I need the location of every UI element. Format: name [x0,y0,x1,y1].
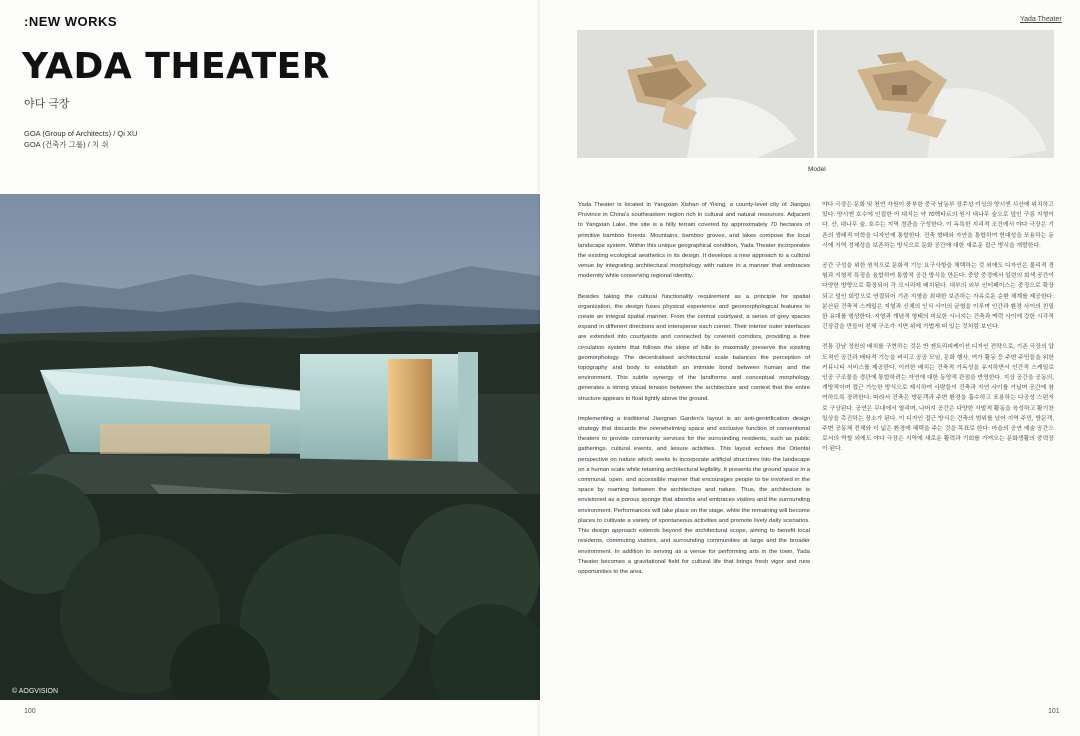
model-photo-aerial [577,30,814,158]
article-title: YADA THEATER [22,46,330,87]
credit-line-english: GOA (Group of Architects) / Qi XU [24,129,138,138]
hero-photo-theater-dusk [0,194,540,700]
korean-paragraph: 공간 구성을 위한 원칙으로 문화적 기능 요구사항을 채택하는 것 외에도 디자인은 물리적 경험과 지형적 특징을 융합하여 통합적 공간 방식을 만든다. 중앙 중정에서 일련의 회색 공간이 다양한 방향으로 확장되어 각 모서리에 배치된다. 내부의 외부 인터페이스는 중정으로 확장되고 덮인 회랑으로 연결되어 기존 지형을 최대한 보존하는 자유로운 순환 체계를 제공한다. 분산된 건축적 스케일은 지형과 신체의 인식 사이의 균형을 이루며 인간과 환경 사이의 친밀한 유대를 형성한다. 지형과 개념적 형태의 미묘한 시너지는 건축과 맥락 사이에 강한 시각적 긴장감을 만들어 전체 구조가 지면 위에 가볍게 떠 있는 것처럼 보인다. [822,263,1054,331]
korean-paragraph: 전통 강남 정원의 배치를 구현하는 것은 반 젠트리피케이션 디자인 전략으로, 기존 극장의 압도적인 공간과 배타적 기능을 버리고 공공 모임, 문화 행사, 여가 활동 등 주변 주민들을 위한 커뮤니티 서비스를 제공한다. 이러한 배치는 건축적 가독성을 유지하면서 인간적 스케일로 인공 구조물을 경관에 통합하려는 자연에 대한 동양적 관점을 반영한다. 지상 공간을 공동의, 개방적이며 접근 가능한 방식으로 제시하여 사람들이 건축과 자연 사이를 거닐며 공간에 참여하도록 장려한다. 따라서 건축은 방문객과 주변 환경을 흡수하고 포용하는 다공성 스펀지로 구상된다. 공연은 무대에서 열리며, 나머지 공간은 다양한 자발적 활동을 육성하고 활기찬 일상을 촉진하는 장소가 된다. 이 디자인 접근 방식은 건축의 범위를 넘어 지역 주민, 방문객, 주변 공동체 전체와 더 넓은 환경에 혜택을 주는 것을 목표로 한다. 마을의 공연 예술 공간으로서의 역할 외에도 야다 극장은 지역에 새로운 활력과 기회를 가져오는 문화생활의 중력장이 된다. [822,344,1054,453]
page-number-left: 100 [24,708,36,715]
section-label: :NEW WORKS [24,14,118,29]
model-caption: Model [808,166,826,173]
korean-paragraph: 야다 극장은 문화 및 천연 자원이 풍부한 중국 남동부 장쑤성 이싱의 양시엔 시산에 위치하고 있다. 양시엔 호수에 인접한 이 대지는 약 70헥타르의 원시 대나무 숲으로 덮인 구릉 지형이다. 산, 대나무 숲, 호수는 지역 경관을 구성한다. 이 독특한 지리적 조건에서 야다 극장은 기존의 생태적 미학을 디자인에 통합한다. 건축 형태와 자연을 통합하여 현대성을 포용하는 동시에 지역 정체성을 보존하는 방식으로 문화 공간에 대한 새로운 접근 방식을 개발한다. [822,202,1054,249]
english-text-column [578,200,810,587]
photo-credit: © AOGVISION [12,688,59,695]
english-paragraph: Yada Theater is located in Yangxian Xishan of Yixing, a county-level city of Jiangsu Province in China's southeastern region rich in cultural and natural resources. Adjacent to Yangxian Lake, the site is a hilly terrain covered by approximately 70 hectares of primitive bamboo forests. Mountains, bamboo groves, and lakes compose the local landscape system. Within this unique geographical condition, Yada Theater incorporates the existing ecological aesthetics in its design. It develops a new approach to a cultural venue by integrating architectural morphology with nature in a manner that embraces modernity while conserving regional identity. [578,202,810,280]
architect-credits [24,128,137,150]
model-photo-layout [817,30,1054,158]
english-paragraph: Implementing a traditional Jiangnan Garden's layout is an anti-gentrification design strategy that discards the overwhelming space and exclusive function of conventional theaters to provide community services for the surrounding residents, such as public gatherings, cultural events, and leisure activities. This layout echoes the Oriental perspective on nature which seeks to incorporate artificial structures into the landscape on a human scale while retaining architectural legibility. It presents the ground space in a communal, open, and accessible manner that encourages people to be involved in the space by roaming between the architecture and nature. Thus, the architecture is envisioned as a porous sponge that absorbs and embraces visitors and the surrounding environment. Performances will take place on the stage, while the remaining will become places to cultivate a variety of spontaneous activities and promote lively daily scenarios. This design approach extends beyond the architectural scope, aiming to benefit local residents, commuting visitors, and surrounding communities at large and the broader environment. In addition to serving as a venue for performing arts in the town, Yada Theater becomes a gravitational field for cultural life that brings fresh vigor and new opportunities to the area. [578,415,810,575]
page-number-right: 101 [1048,708,1060,715]
korean-text-column [822,200,1054,465]
english-paragraph: Besides taking the cultural functionality requirement as a principle for spatial organization, the design fuses physical experience and geomorphological features to create an integral spatial manner. From the central courtyard, a series of grey spaces expand in different directions and intersperse each corner. Their interior outer interfaces are extended into courtyards and connected by covered corridors, providing a free circulation system that follows the slope of hills to maximally preserve the existing geomorphology. The decentralised architectural scale balances the perception of topography and body to establish an intimate bond between human and the environment. This subtle synergy of the landforms and conceptual morphology generates a strong visual tension between the architecture and context that the entire structure appears to float lightly above the ground. [578,293,810,402]
running-head: Yada Theater [1020,16,1062,23]
credit-line-korean: GOA (건축가 그룹) / 치 쉬 [24,140,109,149]
article-title-korean: 야다 극장 [24,98,70,110]
